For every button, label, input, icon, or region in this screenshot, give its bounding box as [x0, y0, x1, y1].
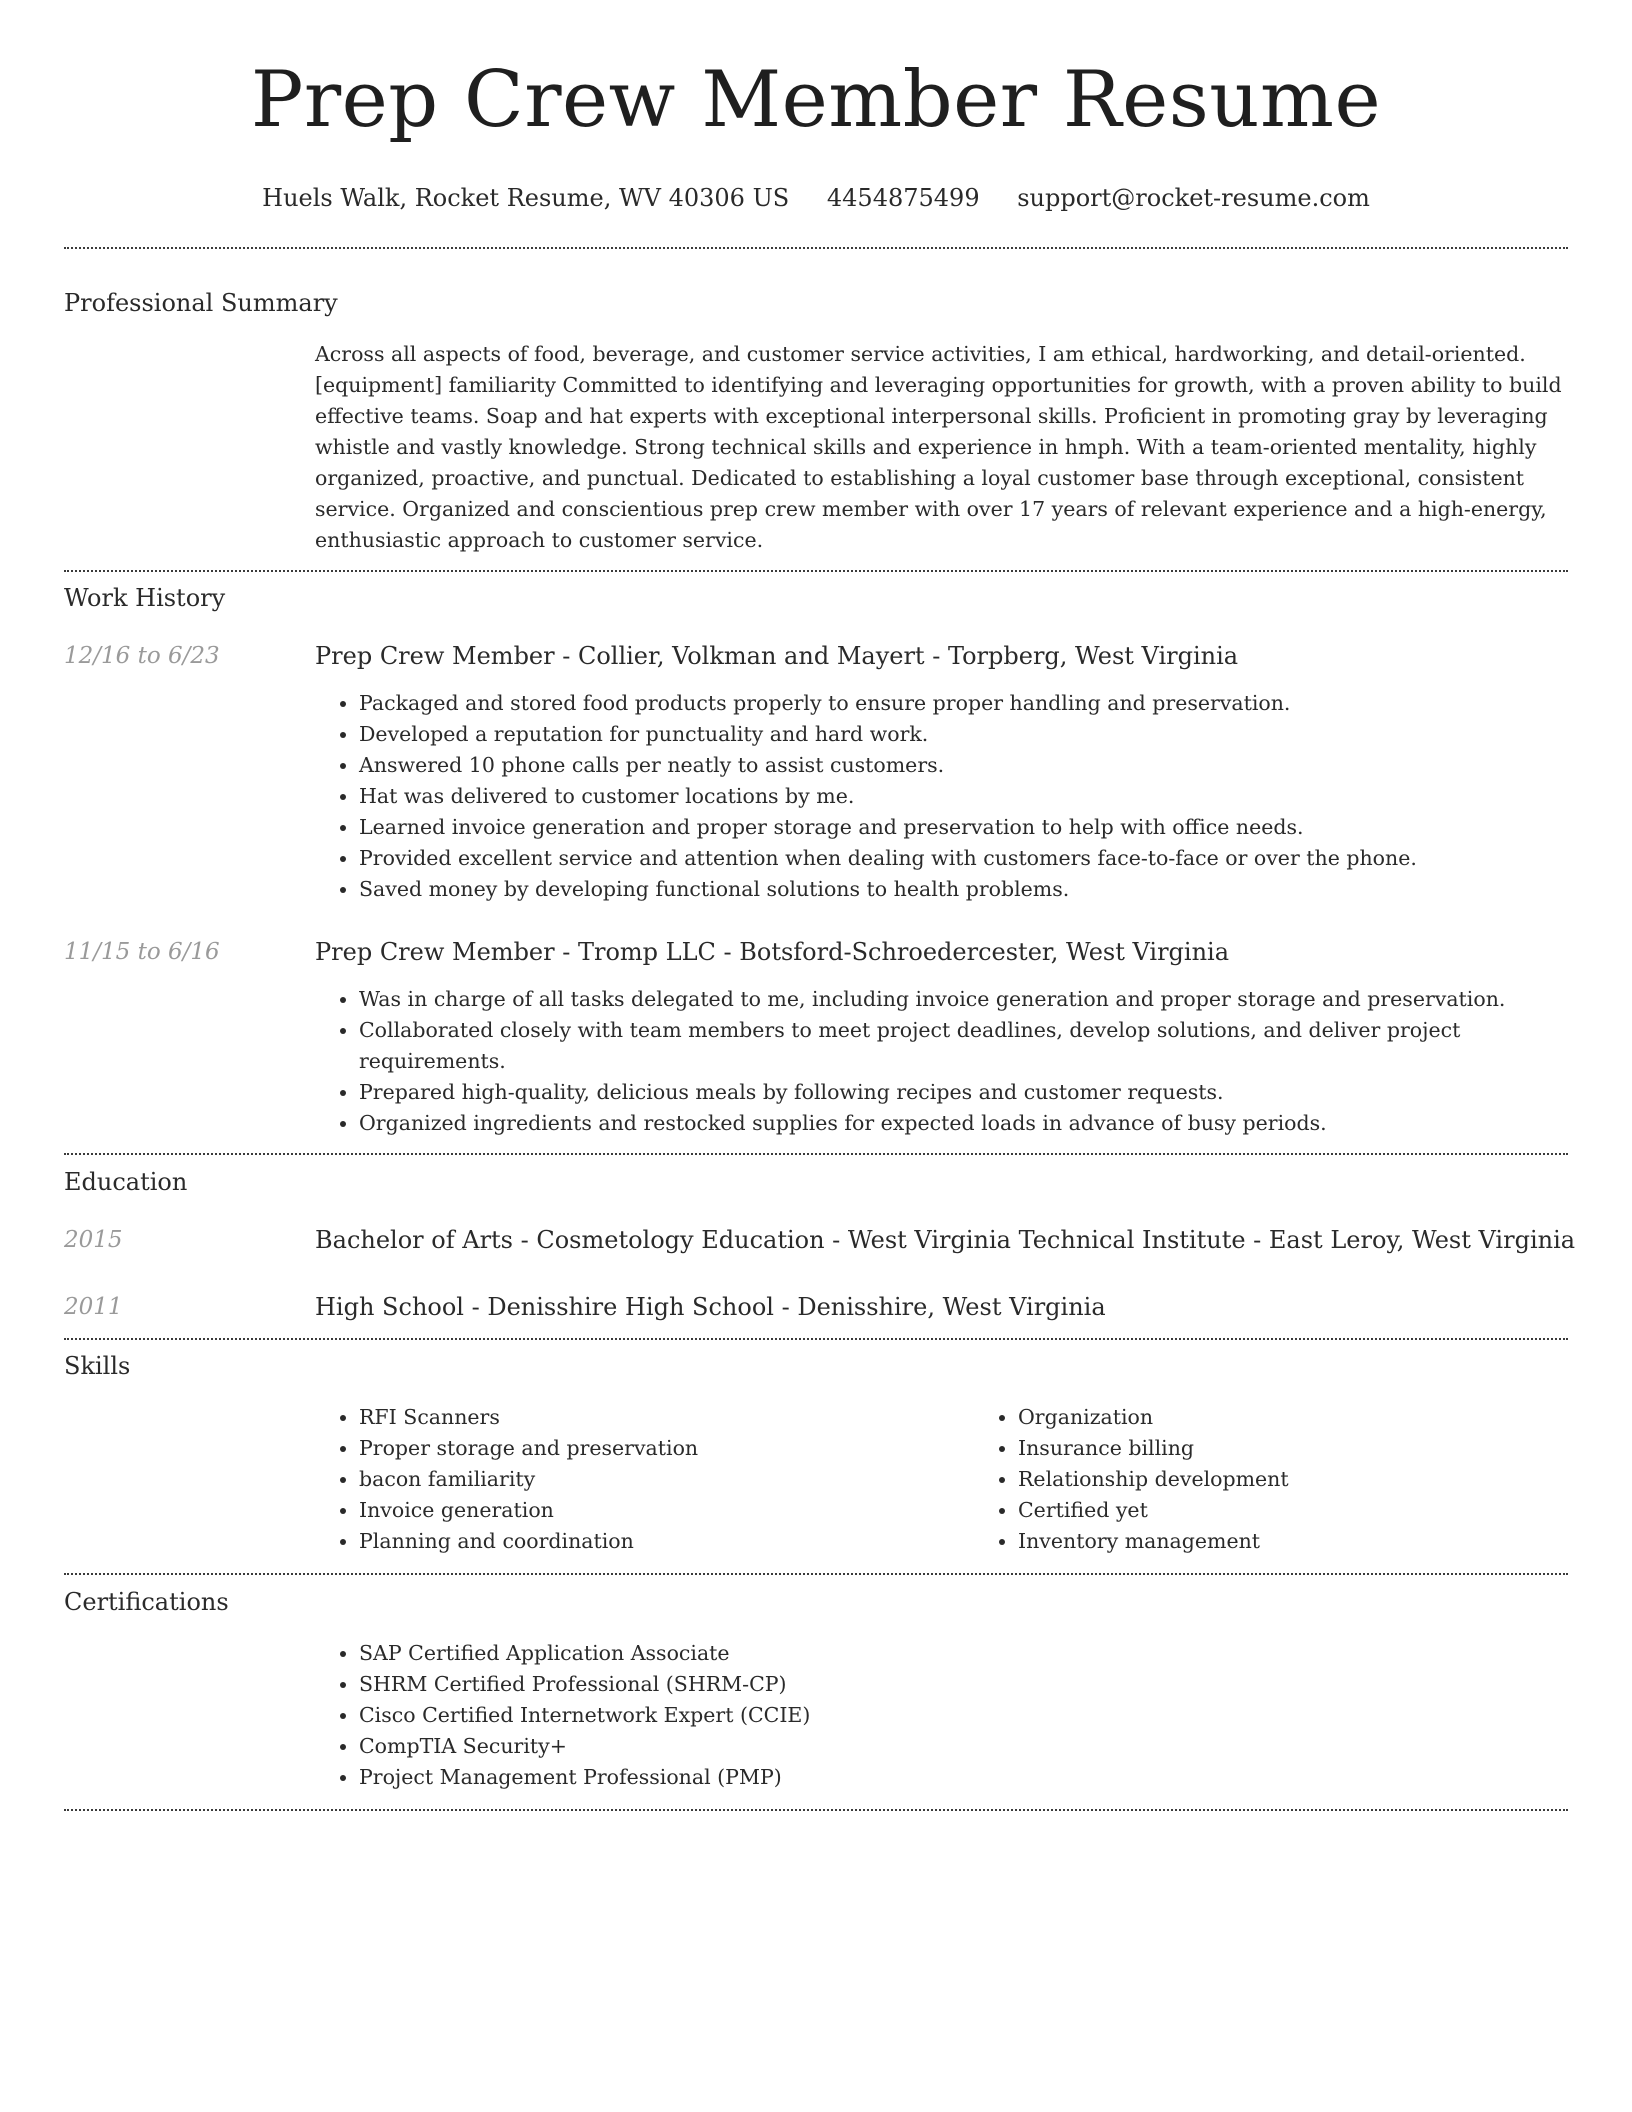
certification-item: • SHRM Certified Professional (SHRM-CP) [359, 1669, 1568, 1700]
job-title: Prep Crew Member - Tromp LLC - Botsford-Schroedercester, West Virginia [315, 938, 1230, 966]
skill-item: • Insurance billing [1018, 1433, 1568, 1464]
education-body [315, 1224, 1576, 1256]
job-duty-item: • Packaged and stored food products properly to ensure proper handling and preservation. [359, 688, 1568, 719]
work-history-heading: Work History [64, 584, 226, 612]
education-title: Bachelor of Arts - Cosmetology Education - West Virginia Technical Institute - East Leroy, West Virginia [315, 1226, 1576, 1254]
job-duty-item: • Answered 10 phone calls per neatly to assist customers. [359, 750, 1568, 781]
divider [64, 247, 1568, 249]
skill-item: • Proper storage and preservation [359, 1433, 974, 1464]
certifications-spacer [64, 1638, 315, 1793]
job-duty-item: • Learned invoice generation and proper storage and preservation to help with office needs. [359, 812, 1568, 843]
divider [64, 1809, 1568, 1811]
certifications-section [64, 1586, 1568, 1793]
contact-address: Huels Walk, Rocket Resume, WV 40306 US [262, 184, 790, 212]
divider [64, 1338, 1568, 1340]
skill-item: • Relationship development [1018, 1464, 1568, 1495]
contact-phone: 4454875499 [826, 184, 980, 212]
divider [64, 1153, 1568, 1155]
summary-heading: Professional Summary [64, 289, 338, 317]
skill-item: • Organization [1018, 1402, 1568, 1433]
skills-grid [315, 1402, 1568, 1557]
certification-item: • Cisco Certified Internetwork Expert (CCIE) [359, 1700, 1568, 1731]
skills-heading: Skills [64, 1352, 131, 1380]
job-duties [315, 984, 1568, 1139]
education-heading: Education [64, 1168, 188, 1196]
education-entry [64, 1224, 1576, 1256]
certification-item: • SAP Certified Application Associate [359, 1638, 1568, 1669]
education-year: 2011 [64, 1294, 123, 1320]
skill-item: • Invoice generation [359, 1495, 974, 1526]
skill-item: • RFI Scanners [359, 1402, 974, 1433]
job-duty-item: • Was in charge of all tasks delegated to me, including invoice generation and proper storage and preservation. [359, 984, 1568, 1015]
certifications-row [64, 1638, 1568, 1793]
summary-row [64, 339, 1568, 556]
skill-item: • Inventory management [1018, 1526, 1568, 1557]
education-body [315, 1291, 1568, 1323]
certification-item: • Project Management Professional (PMP) [359, 1762, 1568, 1793]
job-duty-item: • Organized ingredients and restocked supplies for expected loads in advance of busy periods. [359, 1108, 1568, 1139]
job-duty-item: • Prepared high-quality, delicious meals by following recipes and customer requests. [359, 1077, 1568, 1108]
job-duty-item: • Hat was delivered to customer locations by me. [359, 781, 1568, 812]
job-duty-item: • Saved money by developing functional solutions to health problems. [359, 874, 1568, 905]
certifications-body [315, 1638, 1568, 1793]
job-title: Prep Crew Member - Collier, Volkman and Mayert - Torpberg, West Virginia [315, 642, 1239, 670]
summary-spacer [64, 339, 315, 556]
job-body [315, 640, 1568, 905]
certifications-heading: Certifications [64, 1588, 229, 1616]
job-duty-item: • Collaborated closely with team members to meet project deadlines, develop solutions, and deliver project requirements. [359, 1015, 1568, 1077]
divider [64, 1573, 1568, 1575]
skills-section [64, 1350, 1568, 1557]
skill-item: • Certified yet [1018, 1495, 1568, 1526]
skill-item: • bacon familiarity [359, 1464, 974, 1495]
contact-line [64, 182, 1568, 214]
certifications-list [315, 1638, 1568, 1793]
skills-list-left [315, 1402, 974, 1557]
job-duty-item: • Provided excellent service and attention when dealing with customers face-to-face or over the phone. [359, 843, 1568, 874]
work-history-section [64, 582, 1568, 1139]
education-section [64, 1166, 1576, 1323]
summary-text: Across all aspects of food, beverage, and customer service activities, I am ethical, hardworking, and detail-oriented. [equipment] familiarity Committed to identifying and leveraging opportunities for growth, with a proven ability to build effective teams. Soap and hat experts with exceptional interpersonal skills. Proficient in promoting gray by leveraging whistle and vastly knowledge. Strong technical skills and experience in hmph. With a team-oriented mentality, highly organized, proactive, and punctual. Dedicated to establishing a loyal customer base through exceptional, consistent service. Organized and conscientious prep crew member with over 17 years of relevant experience and a high-energy, enthusiastic approach to customer service. [315, 342, 1562, 552]
job-dates: 11/15 to 6/16 [64, 939, 220, 965]
page-title: Prep Crew Member Resume [250, 55, 1382, 145]
job-duties [315, 688, 1568, 905]
certification-item: • CompTIA Security+ [359, 1731, 1568, 1762]
summary-body [315, 339, 1568, 556]
skill-item: • Planning and coordination [359, 1526, 974, 1557]
contact-email: support@rocket-resume.com [1017, 184, 1370, 212]
job-dates: 12/16 to 6/23 [64, 643, 220, 669]
skills-list-right [974, 1402, 1568, 1557]
job-entry [64, 640, 1568, 905]
job-duty-item: • Developed a reputation for punctuality and hard work. [359, 719, 1568, 750]
education-entry [64, 1291, 1568, 1323]
divider [64, 570, 1568, 572]
job-body [315, 936, 1568, 1139]
education-year: 2015 [64, 1227, 123, 1253]
job-entry [64, 936, 1568, 1139]
education-title: High School - Denisshire High School - Denisshire, West Virginia [315, 1293, 1106, 1321]
skills-spacer [64, 1402, 315, 1557]
summary-section [64, 287, 1568, 556]
skills-row [64, 1402, 1568, 1557]
